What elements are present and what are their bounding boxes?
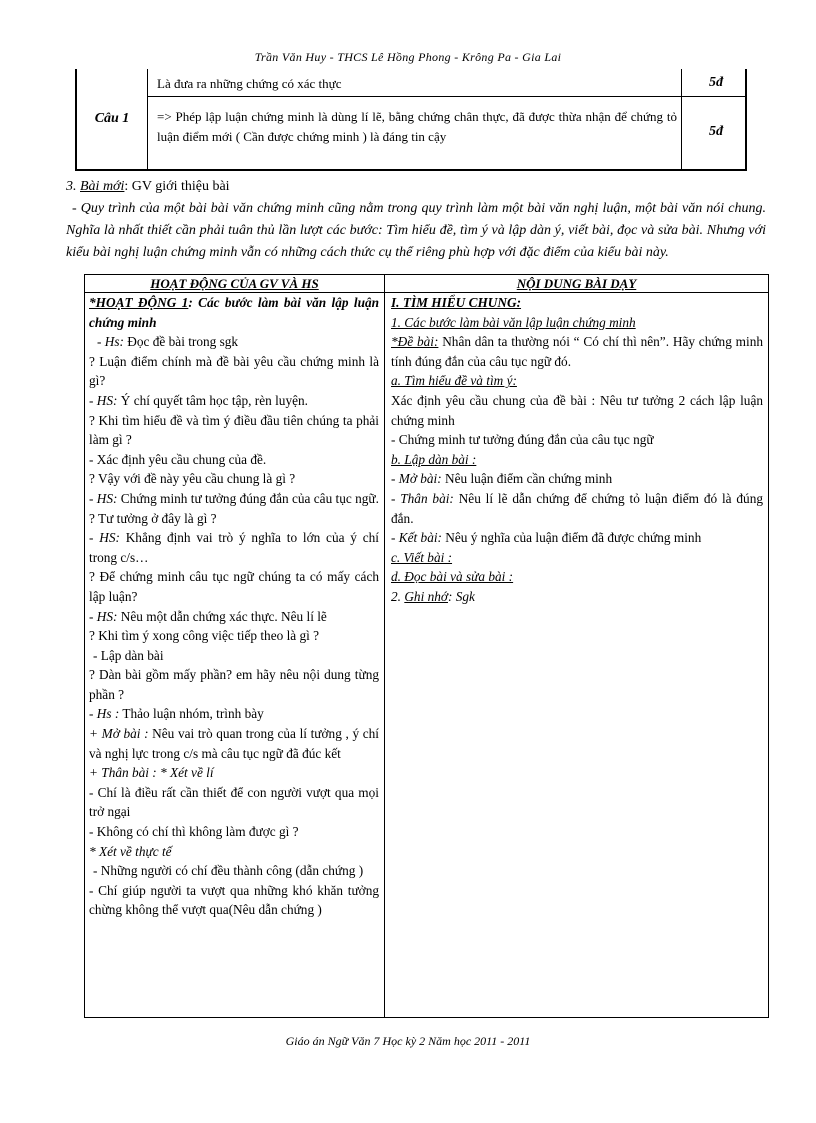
answer-row-2-points: 5đ	[709, 124, 723, 139]
answer-table	[75, 69, 747, 171]
teacher-student-activities: *HOẠT ĐỘNG 1: Các bước làm bài văn lập luận chứng minh - Hs: Đọc đề bài trong sgk ? Luận điểm chính mà đề bài yêu cầu chứng minh là gì? - HS: Ý chí quyết tâm học tập, rèn luyện. ? Khi tìm hiểu đề và tìm ý điều đầu tiên chúng ta phải làm gì ? - Xác định yêu cầu chung của đề. ? Vậy với đề này yêu cầu chung là gì ? - HS: Chứng minh tư tưởng đúng đắn của câu tục ngữ. ? Tư tưởng ở đây là gì ? - HS: Khẳng định vai trò ý nghĩa to lớn của ý chí trong c/s… ? Để chứng minh câu tục ngữ chúng ta có mấy cách lập luận? - HS: Nêu một dẫn chứng xác thực. Nêu lí lẽ ? Khi tìm ý xong công việc tiếp theo là gì ? - Lập dàn bài ? Dàn bài gồm mấy phần? em hãy nêu nội dung từng phần ? - Hs : Thảo luận nhóm, trình bày + Mở bài : Nêu vai trò quan trong của lí tưởng , ý chí và nghị lực trong c/s mà câu tục ngữ đã đúc kết + Thân bài : * Xét về lí - Chí là điều rất cần thiết để con người vượt qua mọi trở ngại - Không có chí thì không làm được gì ? * Xét về thực tế - Những người có chí đều thành công (dẫn chứng ) - Chí giúp người ta vượt qua những khó khăn tưởng chừng không thể vượt qua(Nêu dẫn chứng )	[89, 295, 380, 918]
question-label: Câu 1	[94, 111, 130, 126]
lesson-table	[84, 274, 769, 1018]
lesson-intro	[66, 176, 766, 264]
left-column-header: HOẠT ĐỘNG CỦA GV VÀ HS	[150, 276, 319, 291]
section-title: Bài mới	[80, 179, 125, 194]
section-number: 3.	[66, 179, 77, 194]
lesson-content: I. TÌM HIỂU CHUNG: 1. Các bước làm bài văn lập luận chứng minh *Đề bài: Nhân dân ta thường nói “ Có chí thì nên”. Hãy chứng minh tính đúng đắn của câu tục ngữ đó. a. Tìm hiểu đề và tìm ý: Xác định yêu cầu chung của đề bài : Nêu tư tưởng 2 cách lập luận chứng minh - Chứng minh tư tưởng đúng đắn của câu tục ngữ b. Lập dàn bài : - Mở bài: Nêu luận điểm cần chứng minh - Thân bài: Nêu lí lẽ dẫn chứng để chứng tỏ luận điểm đó là đúng đắn. - Kết bài: Nêu ý nghĩa của luận điểm đã được chứng minh c. Viết bài : d. Đọc bài và sửa bài : 2. Ghi nhớ: Sgk	[391, 295, 763, 604]
right-column-header: NỘI DUNG BÀI DẠY	[516, 276, 637, 291]
answer-row-1-points: 5đ	[709, 75, 723, 90]
answer-row-1-text: Là đưa ra những chứng có xác thực	[157, 76, 342, 91]
answer-row-2-text: => Phép lập luận chứng minh là dùng lí lẽ, bằng chứng chân thực, đã được thừa nhận để chứng tỏ luận điểm mới ( Cần được chứng minh ) là đáng tin cậy	[157, 109, 677, 144]
page-header: Trần Văn Huy - THCS Lê Hồng Phong - Krông Pa - Gia Lai	[254, 50, 562, 64]
intro-paragraph: - Quy trình của một bài bài văn chứng minh cũng nằm trong quy trình làm một bài văn nghị luận, một bài văn nói chung. Nghĩa là nhất thiết cần phải tuân thủ lần lượt các bước: Tìm hiểu đề, tìm ý và lập dàn ý, viết bài, đọc và sửa bài. Nhưng với kiểu bài nghị luận chứng minh vẫn có những cách thức cụ thể riêng phù hợp với đặc điểm của kiểu bài này.	[66, 201, 766, 260]
page-footer: Giáo án Ngữ Văn 7 Học kỳ 2 Năm học 2011 - 2011	[285, 1034, 531, 1048]
section-subtitle: : GV giới thiệu bài	[124, 179, 230, 194]
